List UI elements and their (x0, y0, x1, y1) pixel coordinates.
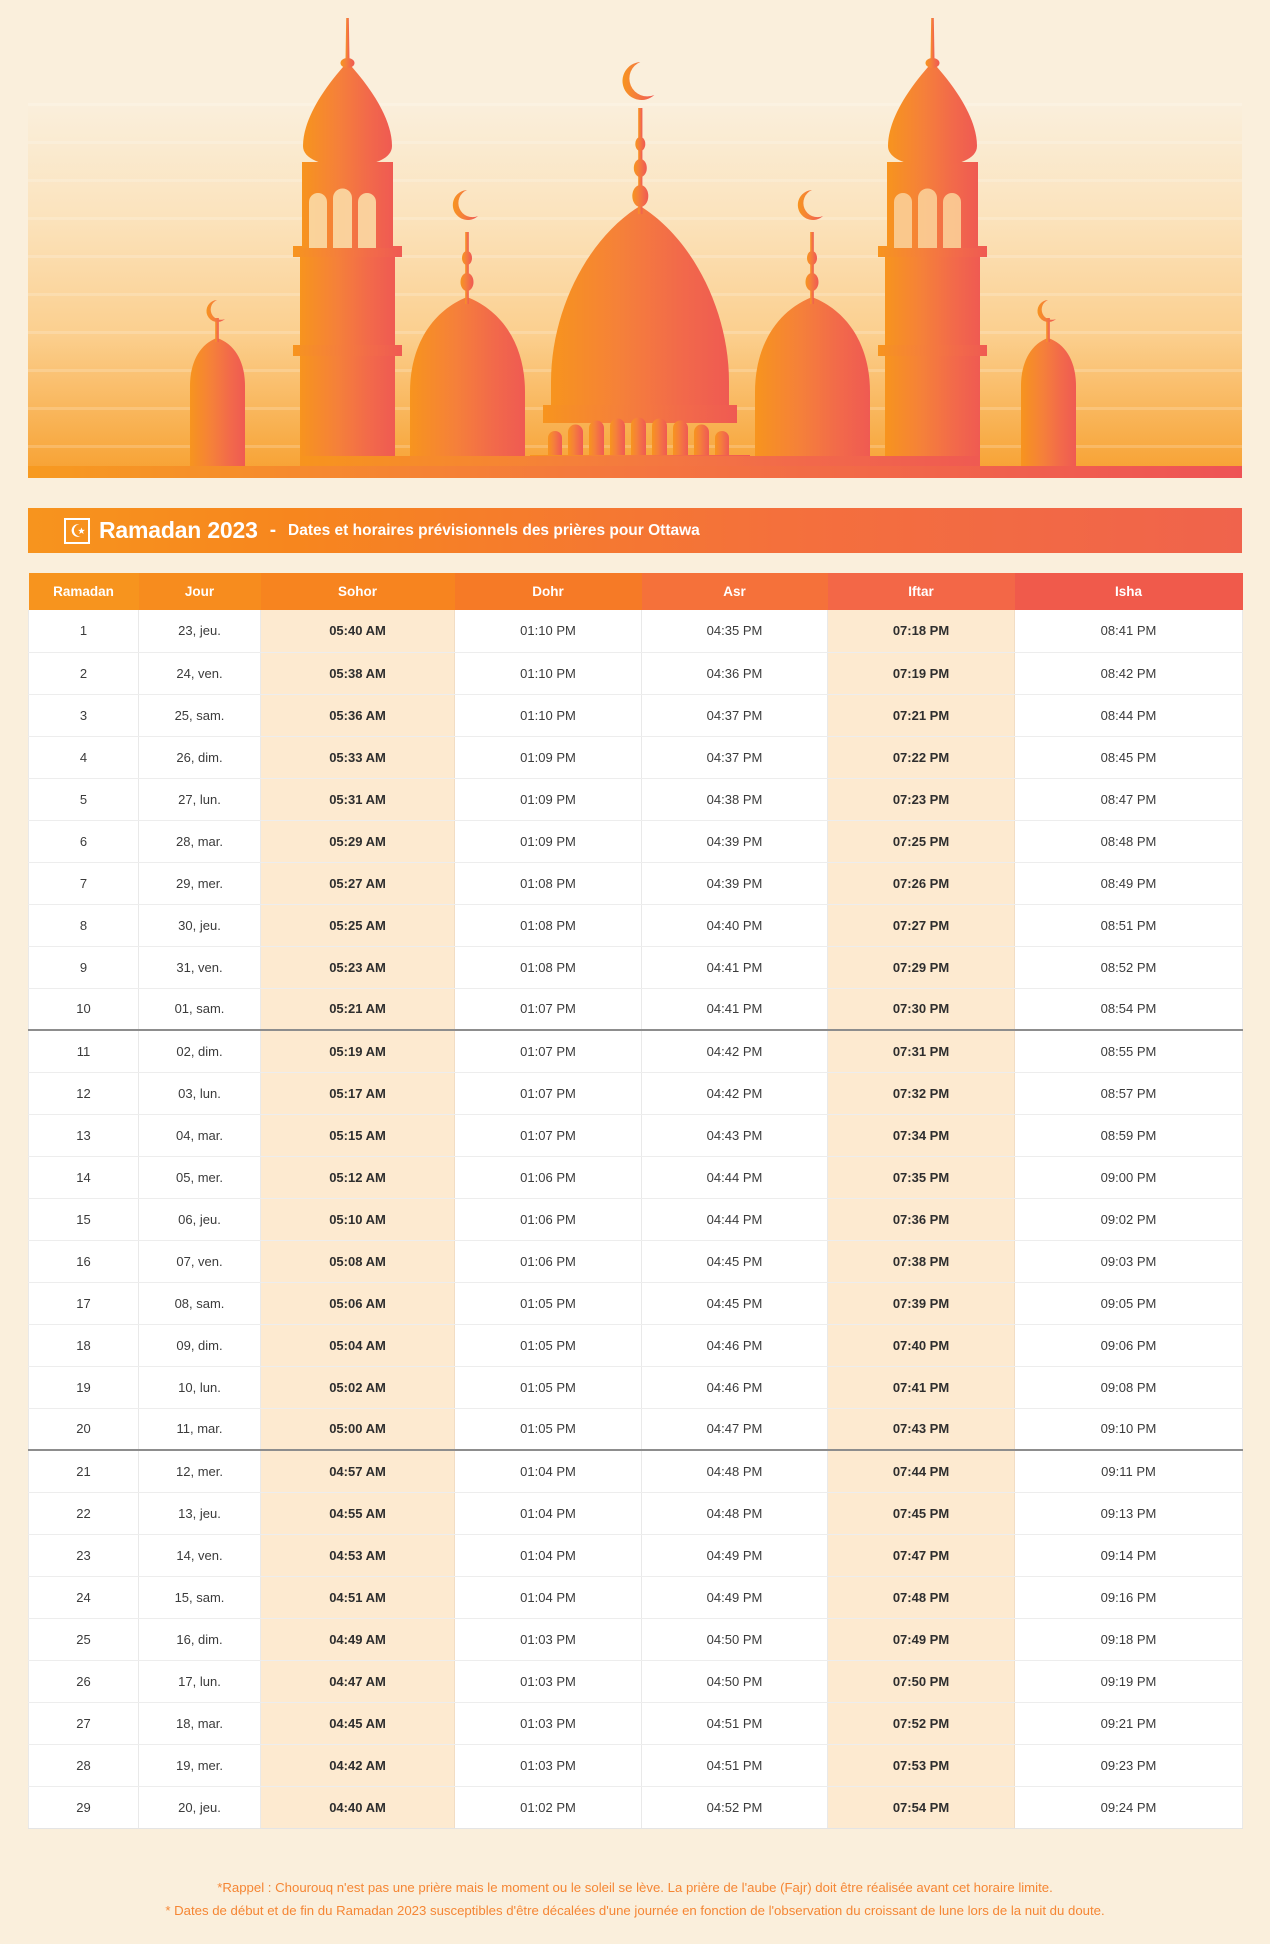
cell-isha: 09:21 PM (1015, 1702, 1243, 1744)
cell-iftar: 07:30 PM (828, 988, 1015, 1030)
table-row (29, 862, 1243, 904)
cell-ramadan: 10 (29, 988, 139, 1030)
cell-isha: 08:45 PM (1015, 736, 1243, 778)
cell-jour: 09, dim. (139, 1324, 261, 1366)
title-banner (28, 508, 1242, 553)
cell-dohr: 01:10 PM (455, 610, 642, 652)
cell-dohr: 01:03 PM (455, 1660, 642, 1702)
table-row (29, 1576, 1243, 1618)
cell-sohor: 05:21 AM (261, 988, 455, 1030)
cell-jour: 18, mar. (139, 1702, 261, 1744)
table-row (29, 736, 1243, 778)
cell-sohor: 04:53 AM (261, 1534, 455, 1576)
title-dash: - (269, 519, 277, 541)
table-row (29, 946, 1243, 988)
cell-isha: 08:51 PM (1015, 904, 1243, 946)
cell-asr: 04:41 PM (642, 988, 828, 1030)
cell-asr: 04:51 PM (642, 1702, 828, 1744)
cell-jour: 10, lun. (139, 1366, 261, 1408)
table-row (29, 1366, 1243, 1408)
cell-iftar: 07:50 PM (828, 1660, 1015, 1702)
cell-iftar: 07:31 PM (828, 1030, 1015, 1072)
prayer-times-table (28, 573, 1243, 1829)
cell-sohor: 05:19 AM (261, 1030, 455, 1072)
cell-sohor: 05:23 AM (261, 946, 455, 988)
title-main: Ramadan 2023 (99, 517, 258, 543)
cell-ramadan: 2 (29, 652, 139, 694)
cell-ramadan: 18 (29, 1324, 139, 1366)
cell-dohr: 01:08 PM (455, 946, 642, 988)
table-body (29, 610, 1243, 1828)
cell-dohr: 01:10 PM (455, 694, 642, 736)
cell-ramadan: 27 (29, 1702, 139, 1744)
column-header-ramadan: Ramadan (29, 573, 139, 610)
cell-jour: 16, dim. (139, 1618, 261, 1660)
cell-isha: 09:18 PM (1015, 1618, 1243, 1660)
cell-jour: 27, lun. (139, 778, 261, 820)
cell-dohr: 01:10 PM (455, 652, 642, 694)
table-row (29, 1702, 1243, 1744)
cell-jour: 01, sam. (139, 988, 261, 1030)
cell-isha: 08:54 PM (1015, 988, 1243, 1030)
cell-dohr: 01:09 PM (455, 778, 642, 820)
cell-asr: 04:38 PM (642, 778, 828, 820)
cell-ramadan: 5 (29, 778, 139, 820)
cell-ramadan: 7 (29, 862, 139, 904)
table-header (29, 573, 1243, 610)
table-row (29, 610, 1243, 652)
cell-jour: 11, mar. (139, 1408, 261, 1450)
cell-iftar: 07:48 PM (828, 1576, 1015, 1618)
cell-jour: 13, jeu. (139, 1492, 261, 1534)
cell-sohor: 05:40 AM (261, 610, 455, 652)
cell-ramadan: 12 (29, 1072, 139, 1114)
cell-sohor: 05:06 AM (261, 1282, 455, 1324)
cell-isha: 09:13 PM (1015, 1492, 1243, 1534)
table-row (29, 1072, 1243, 1114)
cell-iftar: 07:39 PM (828, 1282, 1015, 1324)
cell-isha: 09:05 PM (1015, 1282, 1243, 1324)
cell-asr: 04:44 PM (642, 1156, 828, 1198)
cell-isha: 09:03 PM (1015, 1240, 1243, 1282)
table-header-row (29, 573, 1243, 610)
cell-iftar: 07:35 PM (828, 1156, 1015, 1198)
cell-isha: 08:57 PM (1015, 1072, 1243, 1114)
cell-ramadan: 22 (29, 1492, 139, 1534)
title-subtitle: Dates et horaires prévisionnels des prières pour Ottawa (288, 521, 700, 539)
cell-jour: 06, jeu. (139, 1198, 261, 1240)
cell-iftar: 07:44 PM (828, 1450, 1015, 1492)
cell-jour: 17, lun. (139, 1660, 261, 1702)
cell-sohor: 04:40 AM (261, 1786, 455, 1828)
cell-ramadan: 17 (29, 1282, 139, 1324)
cell-ramadan: 1 (29, 610, 139, 652)
cell-ramadan: 20 (29, 1408, 139, 1450)
cell-isha: 08:41 PM (1015, 610, 1243, 652)
cell-dohr: 01:03 PM (455, 1744, 642, 1786)
cell-isha: 08:52 PM (1015, 946, 1243, 988)
table-row (29, 1156, 1243, 1198)
cell-asr: 04:37 PM (642, 694, 828, 736)
cell-sohor: 04:45 AM (261, 1702, 455, 1744)
cell-isha: 08:44 PM (1015, 694, 1243, 736)
cell-jour: 25, sam. (139, 694, 261, 736)
cell-asr: 04:40 PM (642, 904, 828, 946)
cell-ramadan: 24 (29, 1576, 139, 1618)
cell-jour: 30, jeu. (139, 904, 261, 946)
cell-sohor: 05:02 AM (261, 1366, 455, 1408)
table-row (29, 778, 1243, 820)
cell-sohor: 05:27 AM (261, 862, 455, 904)
cell-ramadan: 11 (29, 1030, 139, 1072)
cell-iftar: 07:32 PM (828, 1072, 1015, 1114)
column-header-iftar: Iftar (828, 573, 1015, 610)
cell-sohor: 05:31 AM (261, 778, 455, 820)
column-header-jour: Jour (139, 573, 261, 610)
cell-asr: 04:39 PM (642, 820, 828, 862)
table-row (29, 988, 1243, 1030)
cell-ramadan: 9 (29, 946, 139, 988)
cell-asr: 04:50 PM (642, 1660, 828, 1702)
cell-isha: 08:47 PM (1015, 778, 1243, 820)
cell-sohor: 05:15 AM (261, 1114, 455, 1156)
cell-ramadan: 15 (29, 1198, 139, 1240)
cell-iftar: 07:19 PM (828, 652, 1015, 694)
cell-dohr: 01:05 PM (455, 1408, 642, 1450)
cell-asr: 04:46 PM (642, 1324, 828, 1366)
cell-jour: 23, jeu. (139, 610, 261, 652)
table-row (29, 1492, 1243, 1534)
cell-asr: 04:46 PM (642, 1366, 828, 1408)
cell-sohor: 05:12 AM (261, 1156, 455, 1198)
cell-jour: 14, ven. (139, 1534, 261, 1576)
cell-sohor: 05:08 AM (261, 1240, 455, 1282)
cell-ramadan: 3 (29, 694, 139, 736)
cell-jour: 15, sam. (139, 1576, 261, 1618)
cell-jour: 20, jeu. (139, 1786, 261, 1828)
cell-asr: 04:51 PM (642, 1744, 828, 1786)
cell-sohor: 04:49 AM (261, 1618, 455, 1660)
cell-asr: 04:42 PM (642, 1072, 828, 1114)
cell-sohor: 04:57 AM (261, 1450, 455, 1492)
cell-jour: 28, mar. (139, 820, 261, 862)
cell-jour: 07, ven. (139, 1240, 261, 1282)
cell-sohor: 05:36 AM (261, 694, 455, 736)
cell-sohor: 04:51 AM (261, 1576, 455, 1618)
cell-iftar: 07:43 PM (828, 1408, 1015, 1450)
cell-jour: 05, mer. (139, 1156, 261, 1198)
cell-dohr: 01:04 PM (455, 1534, 642, 1576)
cell-dohr: 01:07 PM (455, 1072, 642, 1114)
cell-jour: 19, mer. (139, 1744, 261, 1786)
table-row (29, 904, 1243, 946)
cell-dohr: 01:02 PM (455, 1786, 642, 1828)
cell-iftar: 07:53 PM (828, 1744, 1015, 1786)
cell-isha: 09:23 PM (1015, 1744, 1243, 1786)
cell-isha: 09:11 PM (1015, 1450, 1243, 1492)
cell-isha: 09:14 PM (1015, 1534, 1243, 1576)
cell-asr: 04:47 PM (642, 1408, 828, 1450)
cell-sohor: 05:25 AM (261, 904, 455, 946)
cell-dohr: 01:05 PM (455, 1366, 642, 1408)
cell-dohr: 01:05 PM (455, 1282, 642, 1324)
cell-asr: 04:45 PM (642, 1240, 828, 1282)
cell-sohor: 05:10 AM (261, 1198, 455, 1240)
cell-isha: 09:08 PM (1015, 1366, 1243, 1408)
cell-sohor: 05:00 AM (261, 1408, 455, 1450)
cell-ramadan: 19 (29, 1366, 139, 1408)
cell-iftar: 07:45 PM (828, 1492, 1015, 1534)
column-header-dohr: Dohr (455, 573, 642, 610)
cell-jour: 24, ven. (139, 652, 261, 694)
cell-dohr: 01:08 PM (455, 904, 642, 946)
cell-dohr: 01:06 PM (455, 1240, 642, 1282)
cell-ramadan: 6 (29, 820, 139, 862)
cell-dohr: 01:08 PM (455, 862, 642, 904)
cell-jour: 29, mer. (139, 862, 261, 904)
cell-asr: 04:41 PM (642, 946, 828, 988)
cell-asr: 04:44 PM (642, 1198, 828, 1240)
cell-iftar: 07:34 PM (828, 1114, 1015, 1156)
cell-asr: 04:48 PM (642, 1492, 828, 1534)
column-header-asr: Asr (642, 573, 828, 610)
cell-ramadan: 13 (29, 1114, 139, 1156)
cell-isha: 09:10 PM (1015, 1408, 1243, 1450)
cell-dohr: 01:07 PM (455, 1114, 642, 1156)
table-row (29, 1744, 1243, 1786)
table-row (29, 1282, 1243, 1324)
cell-iftar: 07:27 PM (828, 904, 1015, 946)
cell-ramadan: 23 (29, 1534, 139, 1576)
cell-sohor: 05:04 AM (261, 1324, 455, 1366)
mosque-silhouette-svg (0, 0, 1270, 478)
footnote-chourouq: *Rappel : Chourouq n'est pas une prière mais le moment ou le soleil se lève. La prière de l'aube (Fajr) doit être réalisée avant cet horaire limite. (217, 1880, 1053, 1895)
cell-asr: 04:45 PM (642, 1282, 828, 1324)
cell-asr: 04:43 PM (642, 1114, 828, 1156)
cell-ramadan: 26 (29, 1660, 139, 1702)
cell-jour: 31, ven. (139, 946, 261, 988)
cell-ramadan: 25 (29, 1618, 139, 1660)
cell-jour: 08, sam. (139, 1282, 261, 1324)
cell-dohr: 01:06 PM (455, 1156, 642, 1198)
cell-sohor: 05:29 AM (261, 820, 455, 862)
cell-iftar: 07:36 PM (828, 1198, 1015, 1240)
cell-ramadan: 4 (29, 736, 139, 778)
cell-isha: 09:02 PM (1015, 1198, 1243, 1240)
cell-asr: 04:36 PM (642, 652, 828, 694)
cell-asr: 04:50 PM (642, 1618, 828, 1660)
cell-dohr: 01:05 PM (455, 1324, 642, 1366)
cell-jour: 26, dim. (139, 736, 261, 778)
cell-asr: 04:42 PM (642, 1030, 828, 1072)
cell-iftar: 07:54 PM (828, 1786, 1015, 1828)
cell-dohr: 01:04 PM (455, 1576, 642, 1618)
cell-asr: 04:48 PM (642, 1450, 828, 1492)
cell-asr: 04:52 PM (642, 1786, 828, 1828)
cell-dohr: 01:04 PM (455, 1492, 642, 1534)
cell-isha: 08:49 PM (1015, 862, 1243, 904)
cell-isha: 08:59 PM (1015, 1114, 1243, 1156)
cell-isha: 09:06 PM (1015, 1324, 1243, 1366)
cell-iftar: 07:25 PM (828, 820, 1015, 862)
cell-iftar: 07:47 PM (828, 1534, 1015, 1576)
table-row (29, 1240, 1243, 1282)
cell-isha: 08:48 PM (1015, 820, 1243, 862)
column-header-isha: Isha (1015, 573, 1243, 610)
cell-iftar: 07:49 PM (828, 1618, 1015, 1660)
cell-jour: 02, dim. (139, 1030, 261, 1072)
cell-ramadan: 29 (29, 1786, 139, 1828)
cell-iftar: 07:22 PM (828, 736, 1015, 778)
cell-ramadan: 8 (29, 904, 139, 946)
footnote-dates: * Dates de début et de fin du Ramadan 2023 susceptibles d'être décalées d'une journée en fonction de l'observation du croissant de lune lors de la nuit du doute. (165, 1903, 1105, 1919)
cell-jour: 04, mar. (139, 1114, 261, 1156)
cell-sohor: 05:33 AM (261, 736, 455, 778)
cell-isha: 08:55 PM (1015, 1030, 1243, 1072)
cell-ramadan: 28 (29, 1744, 139, 1786)
cell-iftar: 07:38 PM (828, 1240, 1015, 1282)
column-header-sohor: Sohor (261, 573, 455, 610)
cell-isha: 08:42 PM (1015, 652, 1243, 694)
cell-dohr: 01:06 PM (455, 1198, 642, 1240)
cell-dohr: 01:03 PM (455, 1702, 642, 1744)
table-row (29, 1030, 1243, 1072)
footnotes (0, 1876, 1270, 1922)
cell-ramadan: 14 (29, 1156, 139, 1198)
cell-sohor: 05:17 AM (261, 1072, 455, 1114)
star-and-crescent-icon (64, 518, 90, 544)
table-row (29, 1786, 1243, 1828)
cell-dohr: 01:07 PM (455, 988, 642, 1030)
cell-isha: 09:16 PM (1015, 1576, 1243, 1618)
table-row (29, 694, 1243, 736)
table-row (29, 652, 1243, 694)
cell-iftar: 07:29 PM (828, 946, 1015, 988)
table-row (29, 820, 1243, 862)
cell-jour: 03, lun. (139, 1072, 261, 1114)
cell-dohr: 01:07 PM (455, 1030, 642, 1072)
table-row (29, 1408, 1243, 1450)
cell-iftar: 07:23 PM (828, 778, 1015, 820)
cell-isha: 09:19 PM (1015, 1660, 1243, 1702)
table-row (29, 1450, 1243, 1492)
cell-iftar: 07:26 PM (828, 862, 1015, 904)
cell-iftar: 07:21 PM (828, 694, 1015, 736)
table-row (29, 1618, 1243, 1660)
mosque-illustration (0, 0, 1270, 478)
cell-iftar: 07:40 PM (828, 1324, 1015, 1366)
cell-asr: 04:37 PM (642, 736, 828, 778)
table-row (29, 1114, 1243, 1156)
cell-dohr: 01:09 PM (455, 736, 642, 778)
cell-isha: 09:00 PM (1015, 1156, 1243, 1198)
cell-dohr: 01:09 PM (455, 820, 642, 862)
table-row (29, 1324, 1243, 1366)
table-row (29, 1534, 1243, 1576)
cell-asr: 04:49 PM (642, 1534, 828, 1576)
cell-ramadan: 21 (29, 1450, 139, 1492)
cell-iftar: 07:52 PM (828, 1702, 1015, 1744)
cell-jour: 12, mer. (139, 1450, 261, 1492)
cell-sohor: 05:38 AM (261, 652, 455, 694)
cell-sohor: 04:47 AM (261, 1660, 455, 1702)
cell-dohr: 01:04 PM (455, 1450, 642, 1492)
cell-isha: 09:24 PM (1015, 1786, 1243, 1828)
cell-ramadan: 16 (29, 1240, 139, 1282)
cell-dohr: 01:03 PM (455, 1618, 642, 1660)
table-row (29, 1198, 1243, 1240)
cell-asr: 04:39 PM (642, 862, 828, 904)
cell-iftar: 07:41 PM (828, 1366, 1015, 1408)
cell-iftar: 07:18 PM (828, 610, 1015, 652)
prayer-times-table-container (28, 573, 1242, 1829)
table-row (29, 1660, 1243, 1702)
cell-asr: 04:49 PM (642, 1576, 828, 1618)
cell-sohor: 04:42 AM (261, 1744, 455, 1786)
cell-asr: 04:35 PM (642, 610, 828, 652)
cell-sohor: 04:55 AM (261, 1492, 455, 1534)
